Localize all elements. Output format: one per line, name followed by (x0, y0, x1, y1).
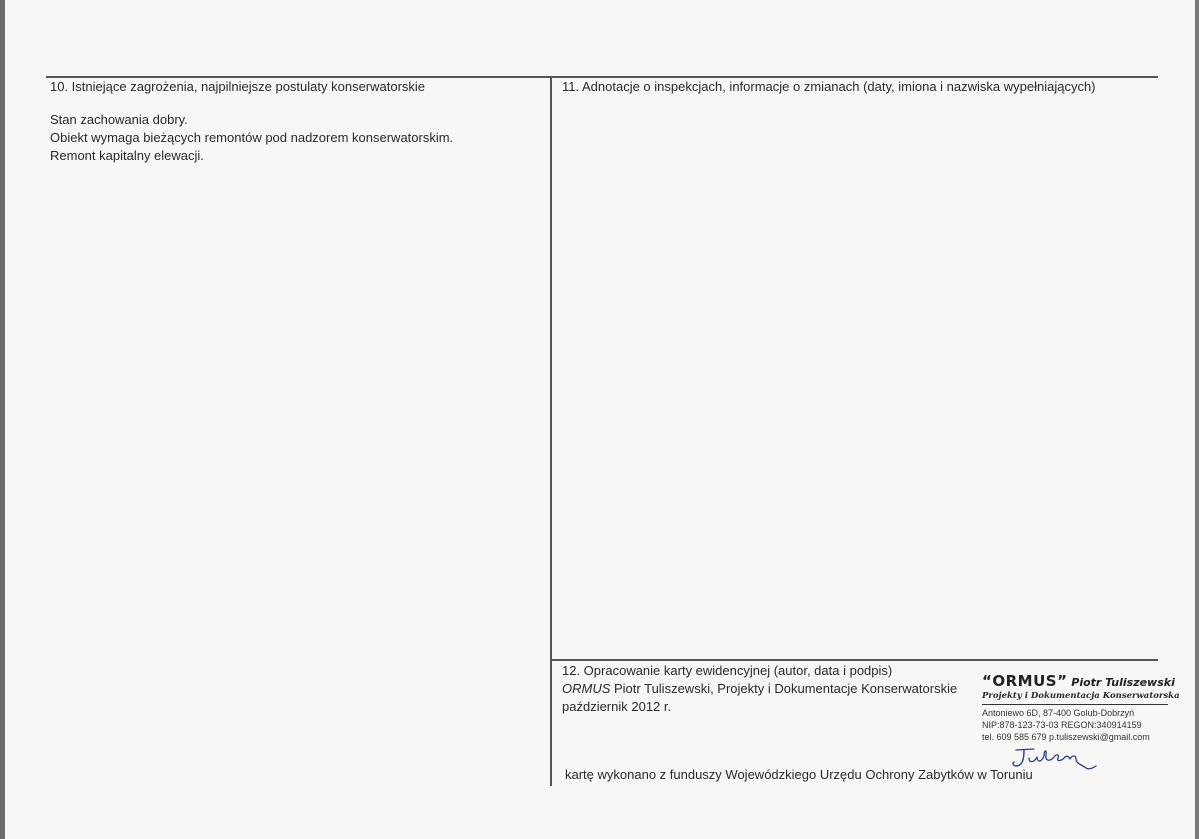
author-company-rest: Piotr Tuliszewski, Projekty i Dokumentacje Konserwatorskie (610, 681, 958, 696)
section-12-author (562, 680, 957, 698)
section-12-date: październik 2012 r. (562, 699, 672, 714)
stamp-ids: NIP:878-123-73-03 REGON:340914159 (982, 720, 1142, 730)
stamp-brand: “ORMUS” (982, 672, 1068, 690)
stamp-header (982, 672, 1175, 690)
scan-edge-right (1195, 0, 1199, 839)
section-11-heading: 11. Adnotacje o inspekcjach, informacje o zmianach (daty, imiona i nazwiska wypełniających) (562, 79, 1096, 94)
section-10-body (50, 111, 453, 165)
column-divider (550, 76, 552, 786)
stamp-owner: Piotr Tuliszewski (1071, 676, 1175, 689)
scan-edge-left (0, 0, 5, 839)
stamp-contact: tel. 609 585 679 p.tuliszewski@gmail.com (982, 732, 1150, 742)
author-company-italic: ORMUS (562, 681, 611, 696)
section-10-heading: 10. Istniejące zagrożenia, najpilniejsze postulaty konserwatorskie (50, 79, 426, 94)
stamp-address: Antoniewo 6D, 87-400 Golub-Dobrzyń (982, 708, 1135, 718)
section-10-line: Remont kapitalny elewacji. (50, 148, 204, 163)
company-stamp (982, 672, 1180, 743)
section-12-heading: 12. Opracowanie karty ewidencyjnej (autor, data i podpis) (562, 663, 893, 678)
section-12-rule (552, 659, 1158, 661)
section-12-funding: kartę wykonano z funduszy Wojewódzkiego Urzędu Ochrony Zabytków w Toruniu (565, 767, 1033, 782)
section-10-line: Obiekt wymaga bieżących remontów pod nadzorem konserwatorskim. (50, 130, 454, 145)
handwritten-signature (1010, 746, 1100, 772)
stamp-subtitle: Projekty i Dokumentacja Konserwatorska (982, 691, 1168, 705)
section-10-line: Stan zachowania dobry. (50, 112, 188, 127)
